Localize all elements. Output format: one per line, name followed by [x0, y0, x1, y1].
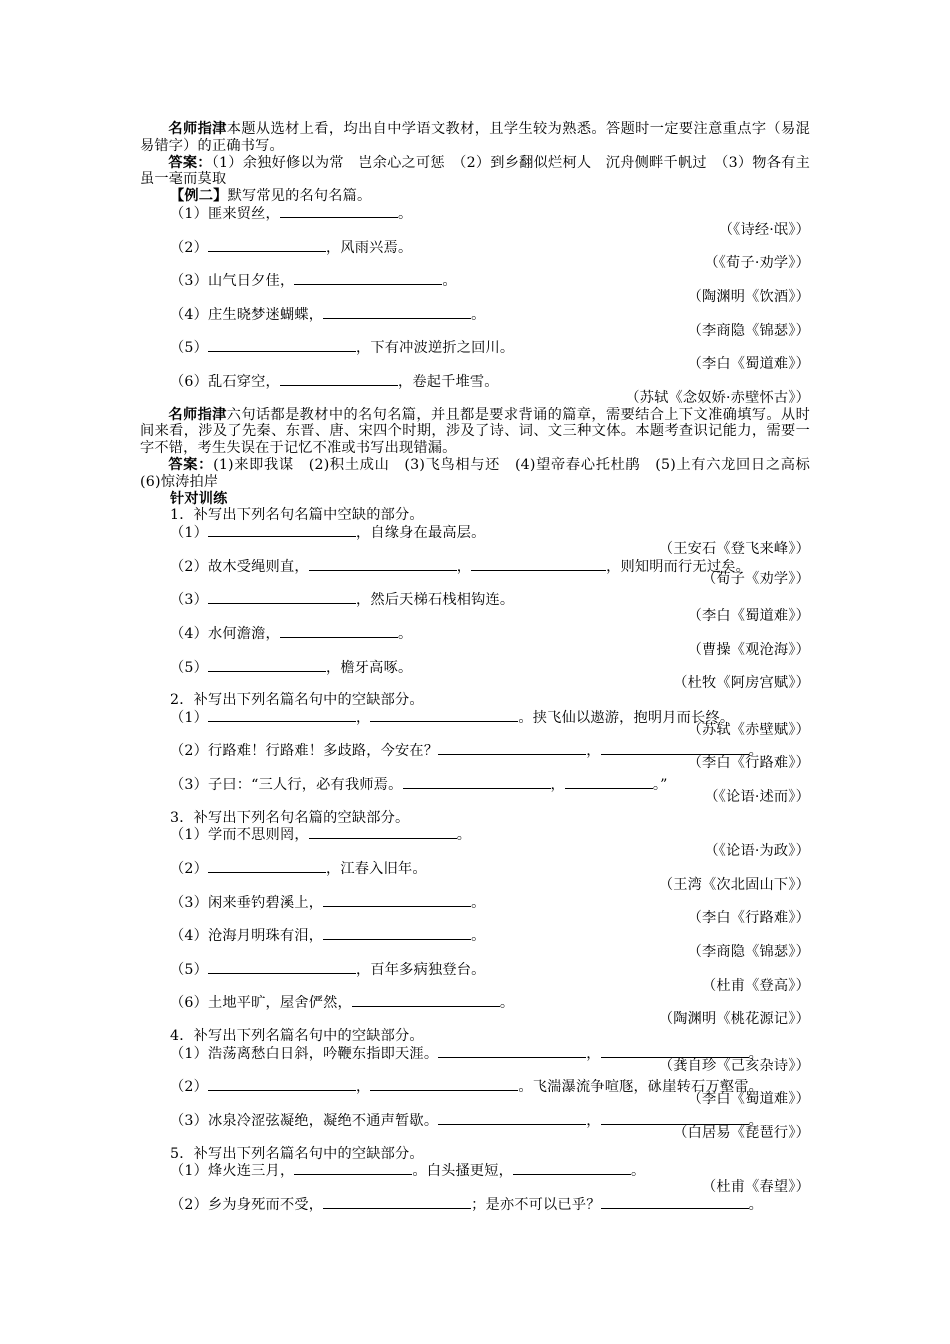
- example2-answer-paragraph: 答案：(1)来即我谋 (2)积土成山 (3)飞鸟相与还 (4)望帝春心托杜鹃 (5)上有六龙回日之高标 (6)惊涛拍岸: [140, 456, 825, 490]
- item-source: （龚自珍《己亥杂诗》）: [658, 1057, 810, 1074]
- answer-blank[interactable]: [403, 776, 551, 789]
- q1-item-5: （5） ，檐牙高啄。: [170, 659, 413, 676]
- item-source: （陶渊明《桃花源记》）: [658, 1011, 810, 1028]
- item-source: （杜甫《春望》）: [701, 1179, 810, 1196]
- item-source: （李白《蜀道难》）: [687, 356, 810, 373]
- example2-item-1: （1）匪来贸丝， 。: [170, 205, 413, 222]
- answer-blank[interactable]: [601, 1196, 749, 1209]
- item-source: （杜甫《登高》）: [701, 977, 810, 994]
- example2-item-6: （6）乱石穿空， ，卷起千堆雪。: [170, 373, 499, 390]
- item-source: （苏轼《赤壁赋》）: [687, 721, 810, 738]
- q3-item-6: （6）土地平旷，屋舍俨然， 。: [170, 995, 515, 1012]
- notes-text: 本题从选材上看，均出自中学语文教材，且学生较为熟悉。答题时一定要注意重点字（易混易错字）的正确书写。: [140, 121, 810, 154]
- item-source: （白居易《琵琶行》）: [673, 1124, 810, 1141]
- example2-notes-paragraph: 名师指津六句话都是教材中的名句名篇，并且都是要求背诵的篇章，需要结合上下文准确填写。从时间来看，涉及了先秦、东晋、唐、宋四个时期，涉及了诗、词、文三种文体。本题考查识记能力，需要一字不错，考生失误在于记忆不准或书写出现错漏。: [140, 406, 810, 457]
- answer-blank[interactable]: [438, 1112, 586, 1125]
- q3-item-4: （4）沧海月明珠有泪， 。: [170, 928, 486, 945]
- q4-item-2: （2） ， 。飞湍瀑流争喧豗，砯崖转石万壑雷。: [170, 1079, 763, 1096]
- exam-notes-paragraph: [140, 121, 810, 155]
- answer-text: （1）余独好修以为常 岂余心之可惩 （2）到乡翻似烂柯人 沉舟侧畔千帆过 （3）物各有主 虽一毫而莫取: [140, 154, 825, 188]
- q4-item-1: （1）浩荡离愁白日斜，吟鞭东指即天涯。 ， 。: [170, 1045, 763, 1062]
- q3-item-2: （2） ，江春入旧年。: [170, 861, 427, 878]
- item-source: （《诗经·氓》）: [718, 221, 810, 238]
- example2-heading: 【例二】默写常见的名句名篇。: [170, 188, 372, 205]
- example2-item-5: （5） ，下有冲波逆折之回川。: [170, 340, 515, 357]
- item-source: （李商隐《锦瑟》）: [687, 944, 810, 961]
- example2-item-3: （3）山气日夕佳， 。: [170, 273, 457, 290]
- answer-blank[interactable]: [513, 1162, 631, 1175]
- q1-item-4: （4）水何澹澹， 。: [170, 625, 413, 642]
- q1-item-2: （2）故木受绳则直， ， ，则知明而行无过矣。: [170, 558, 750, 575]
- document-page: [140, 121, 825, 1213]
- item-source: （王湾《次北固山下》）: [658, 876, 810, 893]
- answer-blank[interactable]: [208, 239, 326, 252]
- q5-title: 5．补写出下列名篇名句中的空缺部分。: [170, 1145, 424, 1162]
- q3-item-5: （5） ，百年多病独登台。: [170, 961, 486, 978]
- answer-blank[interactable]: [323, 927, 471, 940]
- answer-blank[interactable]: [208, 709, 356, 722]
- answer-blank[interactable]: [294, 1162, 412, 1175]
- answer-blank[interactable]: [352, 994, 500, 1007]
- answer-blank[interactable]: [208, 591, 356, 604]
- answer-blank[interactable]: [370, 709, 518, 722]
- q3-item-1: （1）学而不思则罔， 。: [170, 827, 472, 844]
- answer-blank[interactable]: [208, 524, 356, 537]
- answer-blank[interactable]: [601, 1112, 749, 1125]
- answer-blank[interactable]: [601, 1045, 749, 1058]
- q5-item-2: （2）乡为身死而不受， ；是亦不可以已乎？ 。: [170, 1197, 763, 1213]
- item-source: （杜牧《阿房宫赋》）: [673, 675, 810, 692]
- item-source: （王安石《登飞来峰》）: [658, 540, 810, 557]
- item-source: （《论语·为政》）: [704, 843, 810, 860]
- answer-blank[interactable]: [471, 558, 606, 571]
- answer-blank[interactable]: [294, 272, 442, 285]
- item-source: （陶渊明《饮酒》）: [687, 288, 810, 305]
- q4-title: 4．补写出下列名篇名句中的空缺部分。: [170, 1028, 424, 1045]
- answer-blank[interactable]: [438, 742, 586, 755]
- answer-label: 答案：: [168, 154, 212, 171]
- item-source: （荀子《劝学》）: [701, 570, 810, 587]
- answer-blank[interactable]: [370, 1078, 518, 1091]
- answer-blank[interactable]: [323, 894, 471, 907]
- example2-item-2: （2） ，风雨兴焉。: [170, 239, 413, 256]
- training-heading: 针对训练: [170, 490, 228, 507]
- item-source: （苏轼《念奴娇·赤壁怀古》）: [625, 389, 810, 406]
- answer-blank[interactable]: [280, 373, 398, 386]
- q1-title: 1．补写出下列名句名篇中空缺的部分。: [170, 507, 424, 524]
- answer-blank[interactable]: [280, 205, 398, 218]
- answer-blank[interactable]: [323, 1196, 471, 1209]
- answer-blank[interactable]: [601, 742, 749, 755]
- q4-item-3: （3）冰泉冷涩弦凝绝，凝绝不通声暂歇。 ， 。: [170, 1113, 763, 1130]
- answer-paragraph: [140, 154, 825, 189]
- item-source: （李商隐《锦瑟》）: [687, 322, 810, 339]
- answer-blank[interactable]: [323, 306, 471, 319]
- item-source: （《荀子·劝学》）: [704, 255, 810, 272]
- answer-blank[interactable]: [208, 1078, 356, 1091]
- q1-item-1: （1） ，自缘身在最高层。: [170, 525, 486, 542]
- q2-title: 2．补写出下列名篇名句中的空缺部分。: [170, 692, 424, 709]
- notes-label: 名师指津: [168, 121, 227, 137]
- answer-blank[interactable]: [208, 860, 326, 873]
- answer-blank[interactable]: [280, 625, 398, 638]
- answer-blank[interactable]: [438, 1045, 586, 1058]
- answer-blank[interactable]: [208, 339, 356, 352]
- item-source: （李白《蜀道难》）: [687, 608, 810, 625]
- item-source: （《论语·述而》）: [704, 788, 810, 805]
- q2-item-2: （2）行路难！行路难！多歧路，今安在？ ， 。: [170, 743, 763, 760]
- answer-blank[interactable]: [309, 826, 457, 839]
- answer-blank[interactable]: [309, 558, 457, 571]
- item-source: （李白《行路难》）: [687, 910, 810, 927]
- item-source: （曹操《观沧海》）: [687, 641, 810, 658]
- example2-item-4: （4）庄生晓梦迷蝴蝶， 。: [170, 306, 486, 323]
- q5-item-1: （1）烽火连三月， 。白头搔更短， 。: [170, 1163, 646, 1180]
- answer-blank[interactable]: [208, 961, 356, 974]
- q2-item-1: （1） ， 。挟飞仙以遨游，抱明月而长终。: [170, 709, 735, 726]
- q3-item-3: （3）闲来垂钓碧溪上， 。: [170, 894, 486, 911]
- item-source: （李白《蜀道难》）: [687, 1091, 810, 1108]
- q2-item-3: （3）子曰：“三人行，必有我师焉。 ， 。”: [170, 777, 668, 794]
- q1-item-3: （3） ，然后天梯石栈相钩连。: [170, 592, 515, 609]
- q3-title: 3．补写出下列名句名篇的空缺部分。: [170, 809, 410, 826]
- answer-blank[interactable]: [565, 776, 653, 789]
- item-source: （李白《行路难》）: [687, 755, 810, 772]
- answer-blank[interactable]: [208, 659, 326, 672]
